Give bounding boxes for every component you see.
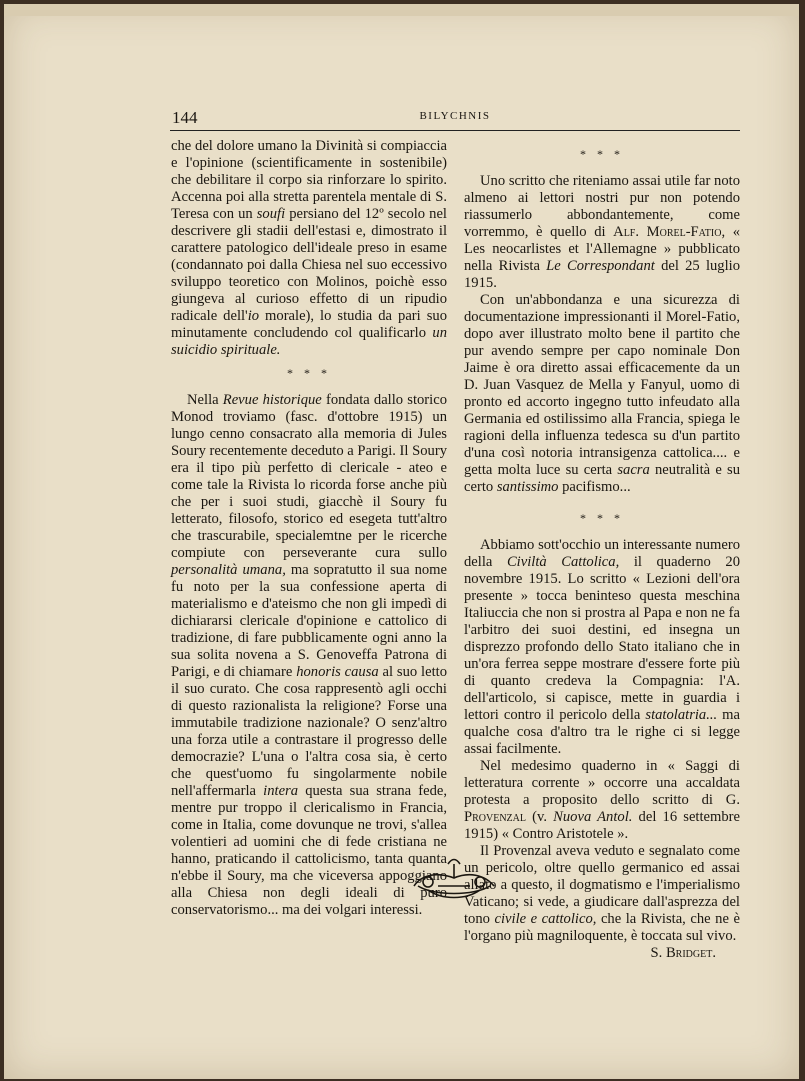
right-column [464,138,740,962]
paragraph: Nella Revue historique fondata dallo storico Monod troviamo (fasc. d'ottobre 1915) un lungo cenno consacrato alla memoria di Jules Soury recentemente deceduto a Parigi. Il Soury era il tipo più perfetto di clericale - ateo e come tale la Rivista lo ricorda forse anche più che per i suoi studi, giacchè il Soury fu letterato, filosofo, storico ed esegeta tutt'altro che trascurabile, specialemtne per le ricerche compiute con perseverante cura sullo personalità umana, ma sopratutto il sua nome fu noto per la sua confessione aperta di materialismo e d'ateismo che non gli impedì di dichiararsi clericale d'opinione e cattolico di tradizione, di fare pubblicamente ogni anno la sua solita novena a S. Genoveffa Patrona di Parigi, e di chiamare honoris causa al suo letto il suo curato. Che cosa rappresentò agli occhi di questo razionalista la religione? Forse una immutabile tradizione nazionale? O senz'altro una forza utile a contrastare il progresso delle democrazie? L'una o l'altra cosa sia, è certo che quest'uomo fu singolarmente nobile nell'affermarla intera questa sua strana fede, mentre pur troppo il clericalismo in Francia, come in Italia, come dovunque ne trovi, s'allea volentieri ad uomini che di fede cristiana ne hanno, praticando il cattolicismo, tanta quanta n'ebbe il Soury, ma che viceversa appoggiano alla Chiesa non degli ideali di puro conservatorismo... ma dei volgari interessi. [171,392,448,918]
paragraph: Il Provenzal aveva veduto e segnalato come un pericolo, oltre quello germanico ed assai allato a questo, il dogmatismo e l'imperialismo Vaticano; si vede, a giudicare dall'asprezza del tono civile e cattolico, che la Rivista, che ne è l'organo più magniloquente, è toccata sul vivo. [464,843,740,944]
paragraph: Nel medesimo quaderno in « Saggi di letteratura corrente » occorre una accaldata protesta a proposito dello scritto di G. Provenzal (v. Nuova Antol. del 16 settembre 1915) « Contro Aristotele ». [464,758,740,842]
left-column [171,138,447,919]
author-signature: S. Bridget. [650,945,716,961]
page-top-edge [4,4,799,16]
oil-lamp-ornament-icon [408,856,500,902]
paragraph: Con un'abbondanza e una sicurezza di documentazione impressionanti il Morel-Fatio, dopo aver illustrato molto bene il partito che pur avendo sempre per capo nominale Don Jaime è ora diretto assai efficacemente da un D. Juan Vasquez de Mella y Fanyul, uomo di pronto ed accorto ingegno tutto infeudato alla Germania ed ostilissimo alla Francia, spiega le ragioni della influenza tedesca su d'un partito d'una così notoria intransigenza cattolica.... e getta molta luce su certa sacra neutralità e su certo santissimo pacifismo... [464,292,741,495]
book-page [4,4,799,1079]
page-number: 144 [172,108,198,127]
paragraph: Uno scritto che riteniamo assai utile far noto almeno ai lettori nostri pur non potendo riassumerlo abbondantemente, come vorremmo, è quello di Alf. Morel-Fatio, « Les neocarlistes et l'Allemagne » pubblicato nella Rivista Le Correspondant del 25 luglio 1915. [464,173,740,291]
page-header [170,108,740,131]
section-separator: * * * [580,511,624,525]
paragraph: che del dolore umano la Divinità si compiaccia e l'opinione (scientificamente in sostenibile) che debilitare il corpo sia rinforzare lo spirito. Accenna poi alla stretta parentela mentale di S. Teresa con un soufi persiano del 12º secolo nel descrivere gli stadii dell'estasi e, dimostrato il carattere patologico dell'ideale preso in esame (condannato poi dalla Chiesa nel suo eccessivo sviluppo teoretico con Molinos, poichè esso giungeva al curioso effetto di un ripudio radicale dell'io morale), lo studia da pari suo minutamente concludendo col qualificarlo un suicidio spirituale. [171,138,447,358]
running-title: BILYCHNIS [419,110,491,122]
paragraph: Abbiamo sott'occhio un interessante numero della Civiltà Cattolica, il quaderno 20 novembre 1915. Lo scritto « Lezioni dell'ora presente » tocca beninteso questa meschina Italiuccia che non si prostra al Papa e non ne fa l'arbitro dei suoi destini, ed insegna un disprezzo profondo dello Stato italiano che in un'ora ferrea seppe mostrare d'essere forte più di quanto credeva la Compagnia: l'A. dell'articolo, si capisce, mette in guardia i lettori contro il pericolo della statolatria... ma qualche cosa d'altro tra le righe ci si legge assai facilmente. [464,537,740,757]
section-separator: * * * [580,147,624,161]
section-separator: * * * [287,366,331,380]
